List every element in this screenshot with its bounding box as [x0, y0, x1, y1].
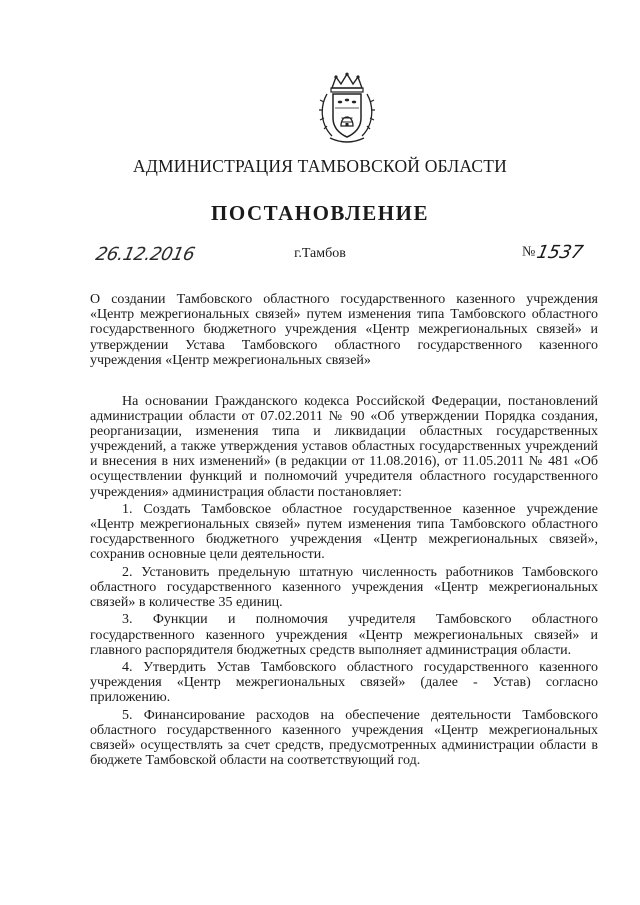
document-type: ПОСТАНОВЛЕНИЕ [211, 201, 429, 225]
document-body [90, 394, 598, 771]
document-number [522, 242, 586, 263]
number-value: 1537 [535, 242, 586, 263]
number-sign: № [522, 244, 536, 260]
preamble-paragraph: На основании Гражданского кодекса Российской Федерации, постановлений администрации области от 07.02.2011 № 90 «Об утверждении Порядка создания, реорганизации, изменения типа и ликвидации областных государственных учреждений, а также утверждения уставов областных государственных учреждений и внесения в них изменений» (в редакции от 11.08.2016), от 11.05.2011 № 481 «Об осуществлении функций и полномочий учредителя областного государственного учреждения» администрация области постановляет: [90, 394, 598, 500]
point-3: 3. Функции и полномочия учредителя Тамбовского областного государственного казенного учреждения «Центр межрегиональных связей» и главного распорядителя бюджетных средств выполняет администрация области. [90, 612, 598, 658]
point-4: 4. Утвердить Устав Тамбовского областного государственного казенного учреждения «Центр межрегиональных связей» (далее - Устав) согласно приложению. [90, 660, 598, 706]
point-5: 5. Финансирование расходов на обеспечение деятельности Тамбовского областного государственного казенного учреждения «Центр межрегиональных связей» осуществлять за счет средств, предусмотренных администрации области в бюджете Тамбовской области на соответствующий год. [90, 707, 598, 769]
point-1: 1. Создать Тамбовское областное государственное казенное учреждение «Центр межрегиональных связей» путем изменения типа Тамбовского областного государственного бюджетного учреждения «Центр межрегиональных связей», сохранив основные цели деятельности. [90, 502, 598, 563]
document-date: 26.12.2016 [93, 244, 197, 265]
document-place: г.Тамбов [294, 246, 346, 261]
tambov-coat-of-arms-icon [318, 72, 376, 144]
document-title: О создании Тамбовского областного государственного казенного учреждения «Центр межрегиональных связей» путем изменения типа Тамбовского областного государственного бюджетного учреждения «Центр межрегиональных связей» и утверждении Устава Тамбовского областного государственного казенного учреждения «Центр межрегиональных связей» [90, 292, 598, 368]
organization-name: АДМИНИСТРАЦИЯ ТАМБОВСКОЙ ОБЛАСТИ [133, 156, 507, 176]
point-2: 2. Установить предельную штатную численность работников Тамбовского областного государственного казенного учреждения «Центр межрегиональных связей» в количестве 35 единиц. [90, 564, 598, 610]
